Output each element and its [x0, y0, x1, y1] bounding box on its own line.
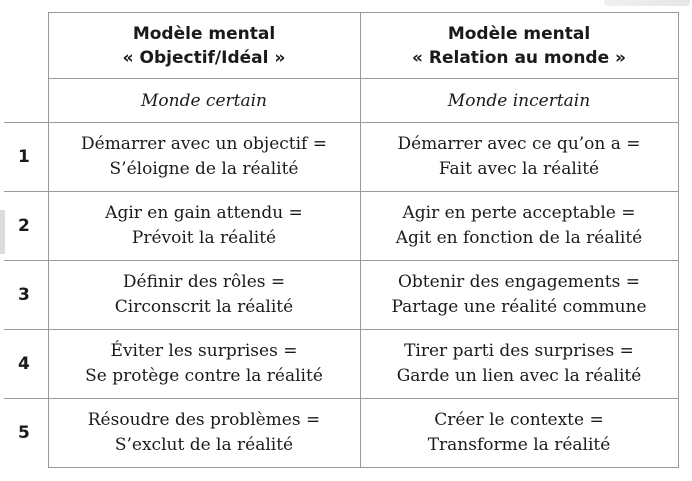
cell-objectif [48, 399, 360, 468]
header-objectif-ideal [48, 13, 360, 79]
subheader-monde-certain: Monde certain [48, 79, 360, 123]
table-row [4, 330, 678, 399]
cell-line2: Circonscrit la réalité [114, 297, 294, 317]
cell-line1: Obtenir des engagements = [397, 272, 640, 292]
corner-empty-cell [4, 79, 48, 123]
cell-line1: Démarrer avec un objectif = [81, 134, 327, 154]
cell-line2: Prévoit la réalité [131, 228, 277, 248]
header-row [4, 13, 678, 79]
cell-line2: Partage une réalité commune [391, 297, 647, 317]
header-objectif-line2: « Objectif/Idéal » [122, 47, 286, 68]
table-row [4, 399, 678, 468]
row-number: 1 [4, 123, 48, 192]
cell-relation [360, 261, 678, 330]
subheader-row [4, 79, 678, 123]
comparison-table [4, 12, 679, 468]
cell-line1: Définir des rôles = [122, 272, 286, 292]
header-relation-monde [360, 13, 678, 79]
corner-empty-cell [4, 13, 48, 79]
cell-line2: Se protège contre la réalité [85, 366, 323, 386]
cell-line2: S’exclut de la réalité [114, 435, 294, 455]
cell-line1: Tirer parti des surprises = [404, 341, 634, 361]
table-row [4, 123, 678, 192]
cell-objectif [48, 330, 360, 399]
cell-line1: Éviter les surprises = [110, 341, 298, 361]
cell-objectif [48, 192, 360, 261]
cell-line1: Démarrer avec ce qu’on a = [397, 134, 641, 154]
cell-line2: Garde un lien avec la réalité [396, 366, 642, 386]
cell-line2: Fait avec la réalité [438, 159, 600, 179]
row-number: 2 [4, 192, 48, 261]
row-number: 4 [4, 330, 48, 399]
cell-relation [360, 192, 678, 261]
cell-line1: Résoudre des problèmes = [87, 410, 321, 430]
header-objectif-line1: Modèle mental [132, 23, 276, 44]
row-number: 5 [18, 423, 30, 444]
header-relation-line2: « Relation au monde » [411, 47, 627, 68]
subheader-monde-incertain: Monde incertain [360, 79, 678, 123]
cell-line1: Créer le contexte = [434, 410, 604, 430]
cell-objectif [48, 261, 360, 330]
corner-mark [604, 0, 690, 6]
cell-line1: Agir en gain attendu = [105, 203, 303, 223]
cell-line2: S’éloigne de la réalité [109, 159, 299, 179]
table-row [4, 192, 678, 261]
row-number: 3 [4, 261, 48, 330]
cell-objectif [48, 123, 360, 192]
cell-relation [360, 330, 678, 399]
cell-relation [360, 399, 678, 468]
cell-line2: Transforme la réalité [427, 435, 611, 455]
cell-line2: Agit en fonction de la réalité [395, 228, 643, 248]
cell-relation [360, 123, 678, 192]
header-relation-line1: Modèle mental [447, 23, 591, 44]
table-row [4, 261, 678, 330]
cell-line1: Agir en perte acceptable = [402, 203, 636, 223]
